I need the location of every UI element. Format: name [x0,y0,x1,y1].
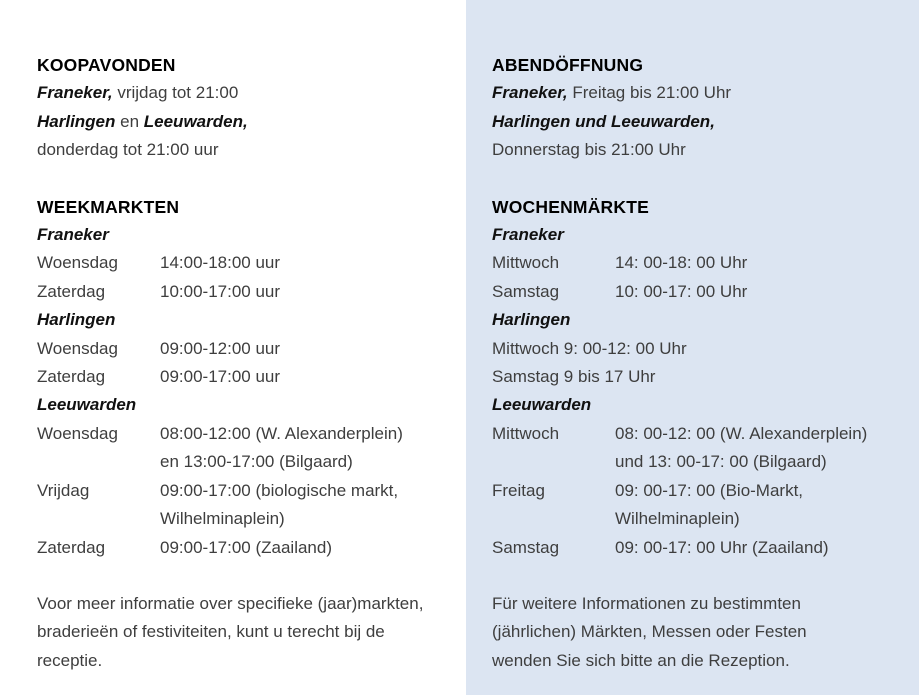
market-day: Woensdag [37,338,118,358]
city-name: Franeker, [37,83,113,103]
market-time: en 13:00-17:00 (Bilgaard) [160,452,353,472]
market-time: 09:00-12:00 uur [160,338,281,358]
market-row [492,477,897,505]
opening-text: vrijdag tot 21:00 [112,83,239,103]
market-time: und 13: 00-17: 00 (Bilgaard) [615,452,827,472]
section-title-koopavonden: KOOPAVONDEN [37,55,176,75]
market-day [492,448,615,476]
market-city-harlingen: Harlingen [37,310,116,330]
market-day: Mittwoch [492,423,560,443]
market-row [37,420,452,448]
market-time: 14: 00-18: 00 Uhr [615,253,748,273]
footer-line: Voor meer informatie over specifieke (jaar)markten, [37,593,424,613]
market-line: Samstag 9 bis 17 Uhr [492,367,656,387]
market-time: 14:00-18:00 uur [160,253,281,273]
market-row [37,249,452,277]
market-day [492,505,615,533]
market-day: Freitag [492,480,545,500]
market-row [492,420,897,448]
koopavonden-line-franeker [37,79,452,107]
market-city-harlingen: Harlingen [492,310,571,330]
city-names: Harlingen und Leeuwarden, [492,111,715,131]
german-column [492,51,897,675]
market-day: Vrijdag [37,480,90,500]
abendoeffnung-line-franeker [492,79,897,107]
market-day: Woensdag [37,253,118,273]
market-time: 09:00-17:00 (biologische markt, [160,480,399,500]
market-time: 08:00-12:00 (W. Alexanderplein) [160,423,403,443]
market-row-continuation [492,505,897,533]
market-row [37,477,452,505]
market-day: Zaterdag [37,367,106,387]
abendoeffnung-line-time: Donnerstag bis 21:00 Uhr [492,140,686,160]
market-row [37,534,452,562]
market-day: Mittwoch [492,253,560,273]
market-day: Samstag [492,537,560,557]
section-title-abendoeffnung: ABENDÖFFNUNG [492,55,644,75]
market-city-leeuwarden: Leeuwarden [37,395,137,415]
market-row-continuation [37,448,452,476]
market-time: 08: 00-12: 00 (W. Alexanderplein) [615,423,868,443]
dutch-column [37,51,452,675]
market-time: 10: 00-17: 00 Uhr [615,281,748,301]
market-row [492,278,897,306]
market-city-franeker: Franeker [492,225,564,245]
market-time: 09:00-17:00 (Zaailand) [160,537,333,557]
dutch-footer-note [37,590,452,675]
market-day: Woensdag [37,423,118,443]
footer-line: braderieën of festiviteiten, kunt u terecht bij de [37,622,385,642]
german-shopping-evenings-section [492,51,897,165]
market-row [37,363,452,391]
market-day [37,448,160,476]
footer-line: wenden Sie sich bitte an die Rezeption. [492,650,790,670]
market-row-continuation [492,448,897,476]
footer-line: (jährlichen) Märkten, Messen oder Festen [492,622,807,642]
dutch-shopping-evenings-section [37,51,452,165]
german-footer-note [492,590,897,675]
koopavonden-line-harlingen-leeuwarden [37,108,452,136]
city-name: Harlingen [37,111,116,131]
footer-line: Für weitere Informationen zu bestimmten [492,593,801,613]
market-time: 09: 00-17: 00 (Bio-Markt, [615,480,804,500]
market-row [37,335,452,363]
market-row [492,249,897,277]
market-day: Samstag [492,281,560,301]
market-day: Zaterdag [37,537,106,557]
market-day: Zaterdag [37,281,106,301]
section-title-wochenmaerkte: WOCHENMÄRKTE [492,196,649,217]
dutch-markets-section [37,193,452,562]
market-row [492,534,897,562]
city-name: Franeker, [492,83,568,103]
market-line: Mittwoch 9: 00-12: 00 Uhr [492,338,687,358]
market-day [37,505,160,533]
market-time: 09:00-17:00 uur [160,367,281,387]
market-time: Wilhelminaplein) [615,509,740,529]
market-city-leeuwarden: Leeuwarden [492,395,592,415]
market-time: Wilhelminaplein) [160,509,285,529]
koopavonden-line-time: donderdag tot 21:00 uur [37,140,219,160]
abendoeffnung-line-harlingen-leeuwarden [492,108,897,136]
conjunction: en [115,111,144,131]
market-time: 09: 00-17: 00 Uhr (Zaailand) [615,537,829,557]
german-markets-section [492,193,897,562]
opening-text: Freitag bis 21:00 Uhr [567,83,732,103]
market-time: 10:00-17:00 uur [160,281,281,301]
footer-line: receptie. [37,650,103,670]
market-row [37,278,452,306]
market-city-franeker: Franeker [37,225,109,245]
section-title-weekmarkten: WEEKMARKTEN [37,196,180,217]
city-name: Leeuwarden, [143,111,248,131]
market-row-continuation [37,505,452,533]
